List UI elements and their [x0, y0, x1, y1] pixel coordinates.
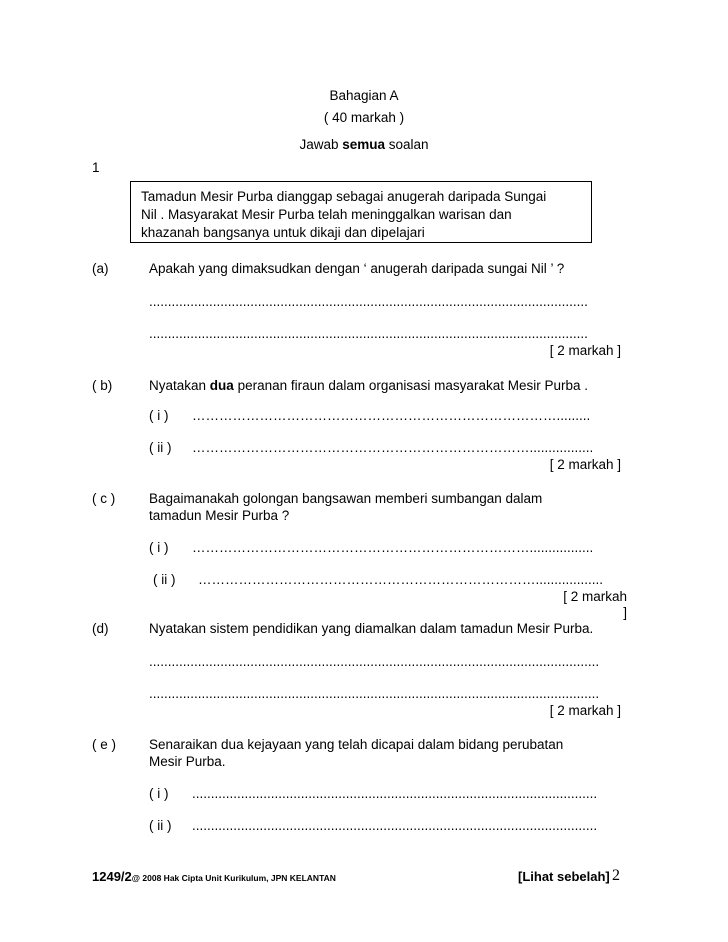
stimulus-line: Nil . Masyarakat Mesir Purba telah meninggalkan warisan dan [141, 207, 512, 222]
part-d-question: Nyatakan sistem pendidikan yang diamalkan dalam tamadun Mesir Purba. [149, 621, 594, 636]
paper-code: 1249/2 [92, 869, 132, 884]
part-d-label: (d) [92, 621, 109, 636]
answer-line[interactable]: …………………………………………………………………................. [192, 440, 594, 455]
answer-line[interactable]: ........................................................................................................................ [149, 654, 600, 669]
answer-line[interactable]: ………………………………………………………………………......... [192, 408, 591, 423]
part-d-marks: [ 2 markah ] [549, 703, 621, 718]
stimulus-line: khazanah bangsanya untuk dikaji dan dipelajari [141, 225, 425, 240]
part-c-question-line2: tamadun Mesir Purba ? [149, 508, 290, 523]
part-c-marks: [ 2 markah [563, 589, 627, 604]
part-e-sub-ii: ( ii ) [149, 818, 172, 833]
answer-line[interactable]: ............................................................................................................ [192, 786, 598, 801]
part-e-sub-i: ( i ) [149, 786, 169, 801]
next-page-notice: [Lihat sebelah] [518, 869, 610, 884]
stimulus-box [130, 181, 592, 243]
answer-line[interactable]: ........................................................................................................................ [149, 686, 600, 701]
answer-line[interactable]: …………………………………………………………………................. [192, 540, 594, 555]
instruction-pre: Jawab [299, 137, 343, 152]
part-b-sub-i: ( i ) [149, 408, 169, 423]
part-a-label: (a) [92, 261, 109, 276]
part-e-question-line2: Mesir Purba. [149, 754, 226, 769]
part-b-sub-ii: ( ii ) [149, 440, 172, 455]
instruction-emphasis: semua [342, 137, 385, 152]
part-b-label: ( b) [92, 378, 113, 393]
part-e-label: ( e ) [92, 737, 117, 752]
page-number: 2 [612, 867, 620, 884]
answer-line[interactable]: ..................................................................................................................... [149, 294, 588, 309]
section-marks: ( 40 markah ) [323, 110, 405, 125]
stimulus-line: Tamadun Mesir Purba dianggap sebagai anugerah daripada Sungai [141, 189, 547, 204]
part-c-question-line1: Bagaimanakah golongan bangsawan memberi sumbangan dalam [149, 491, 543, 506]
part-b-emphasis: dua [209, 378, 234, 393]
part-c-label: ( c ) [92, 491, 116, 506]
section-instruction [0, 137, 728, 152]
part-b-text-pre: Nyatakan [149, 378, 210, 393]
instruction-post: soalan [385, 137, 429, 152]
question-number: 1 [92, 160, 100, 175]
part-a-question: Apakah yang dimaksudkan dengan ‘ anugerah daripada sungai Nil ’ ? [149, 261, 565, 276]
part-b-text-post: peranan firaun dalam organisasi masyarakat Mesir Purba . [233, 378, 588, 393]
answer-line[interactable]: ............................................................................................................ [192, 818, 598, 833]
section-title: Bahagian A [329, 88, 399, 103]
part-b-question [149, 378, 588, 393]
part-e-question-line1: Senaraikan dua kejayaan yang telah dicapai dalam bidang perubatan [149, 737, 564, 752]
footer-left [92, 869, 336, 884]
part-a-marks: [ 2 markah ] [549, 343, 621, 358]
part-b-marks: [ 2 markah ] [549, 457, 621, 472]
part-c-sub-i: ( i ) [149, 540, 169, 555]
part-c-sub-ii: ( ii ) [153, 572, 176, 587]
part-c-marks-bracket: ] [623, 605, 627, 620]
answer-line[interactable]: ………………………………………………………………….................. [198, 572, 604, 587]
answer-line[interactable]: ..................................................................................................................... [149, 326, 588, 341]
copyright-notice: @ 2008 Hak Cipta Unit Kurikulum, JPN KELANTAN [131, 873, 336, 883]
